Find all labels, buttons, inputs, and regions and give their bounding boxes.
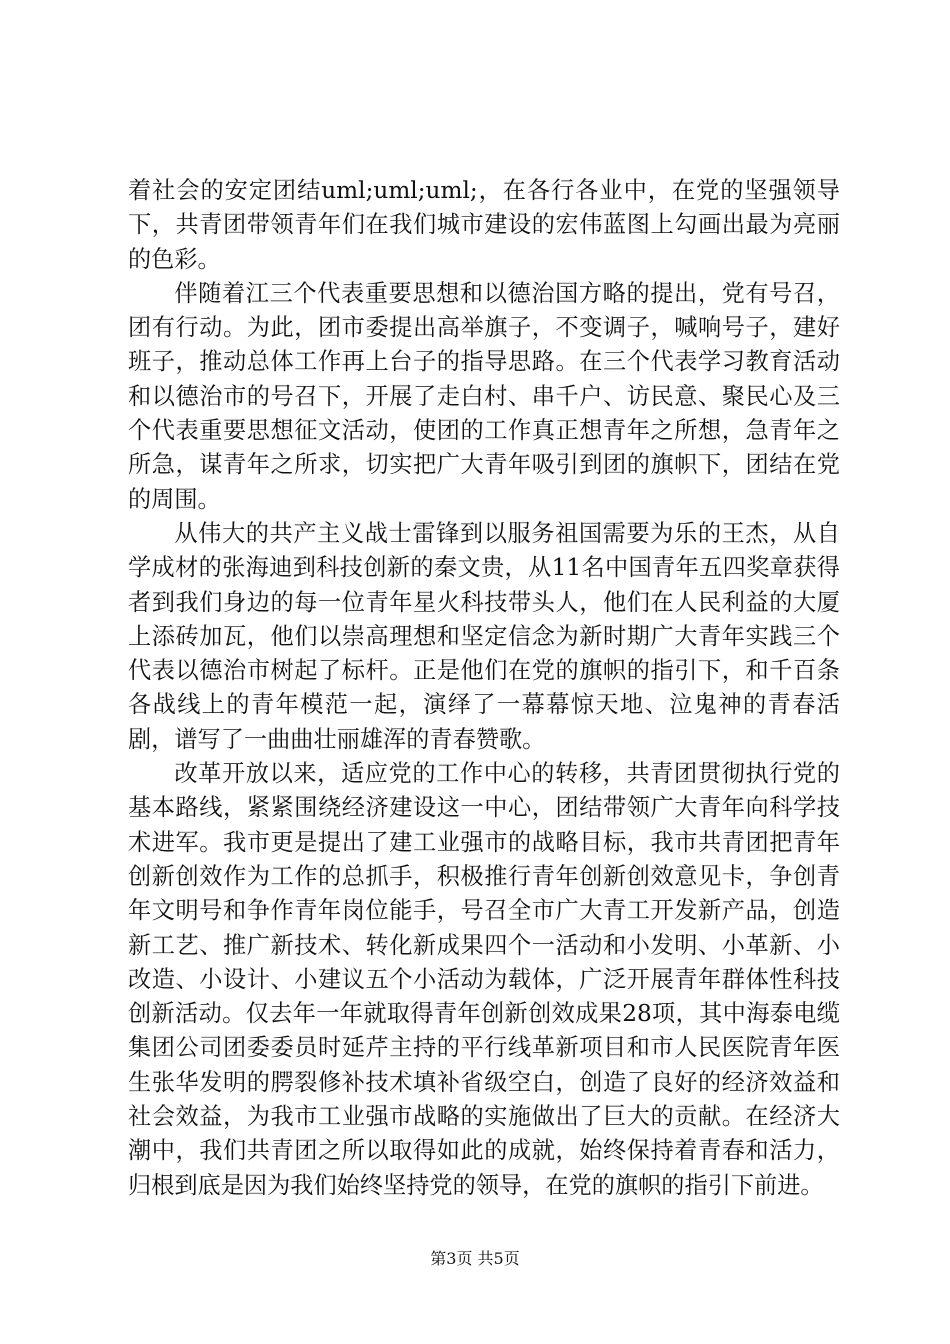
paragraph-1: 着社会的安定团结uml;uml;uml;，在各行各业中，在党的坚强领导下，共青团带领青年们在我们城市建设的宏伟蓝图上勾画出最为亮丽的色彩。 [128, 177, 840, 273]
page-number-footer: 第3页 共5页 [430, 1249, 520, 1268]
paragraph-2: 伴随着江三个代表重要思想和以德治国方略的提出，党有号召，团有行动。为此，团市委提出高举旗子，不变调子，喊响号子，建好班子，推动总体工作再上台子的指导思路。在三个代表学习教育活动和以德治市的号召下，开展了走白村、串千户、访民意、聚民心及三个代表重要思想征文活动，使团的工作真正想青年之所想，急青年之所急，谋青年之所求，切实把广大青年吸引到团的旗帜下，团结在党的周围。 [128, 279, 840, 513]
paragraph-3: 从伟大的共产主义战士雷锋到以服务祖国需要为乐的王杰，从自学成材的张海迪到科技创新的秦文贵，从11名中国青年五四奖章获得者到我们身边的每一位青年星火科技带头人，他们在人民利益的大厦上添砖加瓦，他们以崇高理想和坚定信念为新时期广大青年实践三个代表以德治市树起了标杆。正是他们在党的旗帜的指引下，和千百条各战线上的青年模范一起，演绎了一幕幕惊天地、泣鬼神的青春活剧，谱写了一曲曲壮丽雄浑的青春赞歌。 [128, 519, 840, 753]
paragraph-4: 改革开放以来，适应党的工作中心的转移，共青团贯彻执行党的基本路线，紧紧围绕经济建设这一中心，团结带领广大青年向科学技术进军。我市更是提出了建工业强市的战略目标，我市共青团把青年创新创效作为工作的总抓手，积极推行青年创新创效意见卡，争创青年文明号和争作青年岗位能手，号召全市广大青工开发新产品，创造新工艺、推广新技术、转化新成果四个一活动和小发明、小革新、小改造、小设计、小建议五个小活动为载体，广泛开展青年群体性科技创新活动。仅去年一年就取得青年创新创效成果28项，其中海泰电缆集团公司团委委员时延芹主持的平行线革新项目和市人民医院青年医生张华发明的腭裂修补技术填补省级空白，创造了良好的经济效益和社会效益，为我市工业强市战略的实施做出了巨大的贡献。在经济大潮中，我们共青团之所以取得如此的成就，始终保持着青春和活力，归根到底是因为我们始终坚持党的领导，在党的旗帜的指引下前进。 [128, 760, 840, 1199]
document-body [128, 174, 840, 1203]
